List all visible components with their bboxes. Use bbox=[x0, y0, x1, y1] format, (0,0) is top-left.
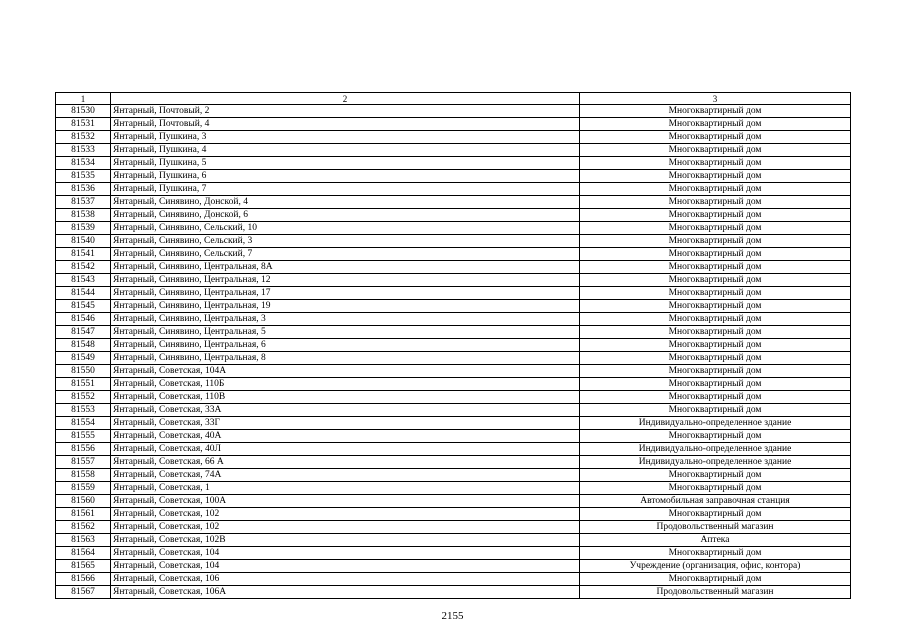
object-id-cell: 81542 bbox=[56, 261, 111, 274]
object-id-cell: 81566 bbox=[56, 573, 111, 586]
object-id-cell: 81540 bbox=[56, 235, 111, 248]
building-type-cell: Многоквартирный дом bbox=[580, 196, 851, 209]
table-row bbox=[56, 287, 851, 300]
address-cell: Янтарный, Синявино, Центральная, 5 bbox=[111, 326, 580, 339]
object-id-cell: 81552 bbox=[56, 391, 111, 404]
building-type-cell: Многоквартирный дом bbox=[580, 391, 851, 404]
object-id-cell: 81544 bbox=[56, 287, 111, 300]
object-id-cell: 81545 bbox=[56, 300, 111, 313]
address-cell: Янтарный, Советская, 104 bbox=[111, 560, 580, 573]
table-row bbox=[56, 118, 851, 131]
address-cell: Янтарный, Советская, 106 bbox=[111, 573, 580, 586]
table-row bbox=[56, 586, 851, 599]
building-type-cell: Многоквартирный дом bbox=[580, 430, 851, 443]
object-id-cell: 81541 bbox=[56, 248, 111, 261]
table-row bbox=[56, 261, 851, 274]
building-type-cell: Многоквартирный дом bbox=[580, 222, 851, 235]
building-type-cell: Многоквартирный дом bbox=[580, 248, 851, 261]
registry-table bbox=[55, 92, 851, 599]
table-row bbox=[56, 209, 851, 222]
building-type-cell: Многоквартирный дом bbox=[580, 209, 851, 222]
object-id-cell: 81550 bbox=[56, 365, 111, 378]
table-row bbox=[56, 131, 851, 144]
address-cell: Янтарный, Почтовый, 2 bbox=[111, 105, 580, 118]
table-row bbox=[56, 547, 851, 560]
object-id-cell: 81560 bbox=[56, 495, 111, 508]
table-row bbox=[56, 144, 851, 157]
table-row bbox=[56, 352, 851, 365]
building-type-cell: Многоквартирный дом bbox=[580, 508, 851, 521]
object-id-cell: 81563 bbox=[56, 534, 111, 547]
address-cell: Янтарный, Советская, 104 bbox=[111, 547, 580, 560]
object-id-cell: 81565 bbox=[56, 560, 111, 573]
address-cell: Янтарный, Советская, 33А bbox=[111, 404, 580, 417]
address-cell: Янтарный, Синявино, Центральная, 17 bbox=[111, 287, 580, 300]
object-id-cell: 81555 bbox=[56, 430, 111, 443]
table-row bbox=[56, 313, 851, 326]
building-type-cell: Многоквартирный дом bbox=[580, 274, 851, 287]
table-row bbox=[56, 365, 851, 378]
table-row bbox=[56, 300, 851, 313]
header-cell-2: 2 bbox=[111, 93, 580, 105]
header-row bbox=[56, 93, 851, 105]
object-id-cell: 81530 bbox=[56, 105, 111, 118]
building-type-cell: Многоквартирный дом bbox=[580, 482, 851, 495]
address-cell: Янтарный, Синявино, Центральная, 6 bbox=[111, 339, 580, 352]
building-type-cell: Многоквартирный дом bbox=[580, 235, 851, 248]
address-cell: Янтарный, Советская, 74А bbox=[111, 469, 580, 482]
address-cell: Янтарный, Пушкина, 6 bbox=[111, 170, 580, 183]
object-id-cell: 81556 bbox=[56, 443, 111, 456]
table-row bbox=[56, 469, 851, 482]
object-id-cell: 81546 bbox=[56, 313, 111, 326]
object-id-cell: 81559 bbox=[56, 482, 111, 495]
building-type-cell: Продовольственный магазин bbox=[580, 586, 851, 599]
table-row bbox=[56, 105, 851, 118]
address-cell: Янтарный, Синявино, Центральная, 8А bbox=[111, 261, 580, 274]
address-cell: Янтарный, Советская, 106А bbox=[111, 586, 580, 599]
building-type-cell: Многоквартирный дом bbox=[580, 300, 851, 313]
address-cell: Янтарный, Синявино, Центральная, 12 bbox=[111, 274, 580, 287]
building-type-cell: Многоквартирный дом bbox=[580, 313, 851, 326]
table-row bbox=[56, 170, 851, 183]
table-row bbox=[56, 326, 851, 339]
building-type-cell: Многоквартирный дом bbox=[580, 326, 851, 339]
table-row bbox=[56, 378, 851, 391]
object-id-cell: 81538 bbox=[56, 209, 111, 222]
table-row bbox=[56, 157, 851, 170]
address-cell: Янтарный, Советская, 102В bbox=[111, 534, 580, 547]
object-id-cell: 81534 bbox=[56, 157, 111, 170]
address-cell: Янтарный, Советская, 102 bbox=[111, 508, 580, 521]
address-cell: Янтарный, Пушкина, 5 bbox=[111, 157, 580, 170]
address-cell: Янтарный, Синявино, Сельский, 10 bbox=[111, 222, 580, 235]
table-row bbox=[56, 404, 851, 417]
table-row bbox=[56, 183, 851, 196]
table-header bbox=[56, 93, 851, 105]
table-row bbox=[56, 417, 851, 430]
object-id-cell: 81548 bbox=[56, 339, 111, 352]
building-type-cell: Многоквартирный дом bbox=[580, 157, 851, 170]
table-row bbox=[56, 235, 851, 248]
building-type-cell: Индивидуально-определенное здание bbox=[580, 443, 851, 456]
table-row bbox=[56, 248, 851, 261]
building-type-cell: Многоквартирный дом bbox=[580, 469, 851, 482]
building-type-cell: Многоквартирный дом bbox=[580, 170, 851, 183]
building-type-cell: Многоквартирный дом bbox=[580, 144, 851, 157]
page-number: 2155 bbox=[441, 610, 464, 622]
object-id-cell: 81539 bbox=[56, 222, 111, 235]
address-cell: Янтарный, Советская, 104А bbox=[111, 365, 580, 378]
address-cell: Янтарный, Советская, 66 А bbox=[111, 456, 580, 469]
table-row bbox=[56, 573, 851, 586]
address-cell: Янтарный, Синявино, Центральная, 8 bbox=[111, 352, 580, 365]
header-cell-3: 3 bbox=[580, 93, 851, 105]
building-type-cell: Индивидуально-определенное здание bbox=[580, 456, 851, 469]
address-cell: Янтарный, Советская, 100А bbox=[111, 495, 580, 508]
table-row bbox=[56, 391, 851, 404]
building-type-cell: Продовольственный магазин bbox=[580, 521, 851, 534]
table-row bbox=[56, 222, 851, 235]
building-type-cell: Многоквартирный дом bbox=[580, 573, 851, 586]
building-type-cell: Многоквартирный дом bbox=[580, 118, 851, 131]
object-id-cell: 81558 bbox=[56, 469, 111, 482]
object-id-cell: 81554 bbox=[56, 417, 111, 430]
table-row bbox=[56, 521, 851, 534]
building-type-cell: Многоквартирный дом bbox=[580, 261, 851, 274]
table-row bbox=[56, 508, 851, 521]
building-type-cell: Многоквартирный дом bbox=[580, 339, 851, 352]
object-id-cell: 81553 bbox=[56, 404, 111, 417]
building-type-cell: Многоквартирный дом bbox=[580, 183, 851, 196]
building-type-cell: Учреждение (организация, офис, контора) bbox=[580, 560, 851, 573]
building-type-cell: Индивидуально-определенное здание bbox=[580, 417, 851, 430]
object-id-cell: 81531 bbox=[56, 118, 111, 131]
building-type-cell: Многоквартирный дом bbox=[580, 378, 851, 391]
address-cell: Янтарный, Синявино, Донской, 4 bbox=[111, 196, 580, 209]
address-cell: Янтарный, Советская, 33Г bbox=[111, 417, 580, 430]
building-type-cell: Автомобильная заправочная станция bbox=[580, 495, 851, 508]
address-cell: Янтарный, Синявино, Сельский, 3 bbox=[111, 235, 580, 248]
address-cell: Янтарный, Советская, 40А bbox=[111, 430, 580, 443]
object-id-cell: 81549 bbox=[56, 352, 111, 365]
object-id-cell: 81562 bbox=[56, 521, 111, 534]
object-id-cell: 81567 bbox=[56, 586, 111, 599]
object-id-cell: 81557 bbox=[56, 456, 111, 469]
table-row bbox=[56, 482, 851, 495]
address-cell: Янтарный, Пушкина, 3 bbox=[111, 131, 580, 144]
address-cell: Янтарный, Советская, 40Л bbox=[111, 443, 580, 456]
table-row bbox=[56, 534, 851, 547]
address-cell: Янтарный, Синявино, Донской, 6 bbox=[111, 209, 580, 222]
address-cell: Янтарный, Синявино, Центральная, 19 bbox=[111, 300, 580, 313]
table-row bbox=[56, 443, 851, 456]
table-row bbox=[56, 274, 851, 287]
building-type-cell: Многоквартирный дом bbox=[580, 352, 851, 365]
building-type-cell: Многоквартирный дом bbox=[580, 547, 851, 560]
object-id-cell: 81535 bbox=[56, 170, 111, 183]
building-type-cell: Аптека bbox=[580, 534, 851, 547]
building-type-cell: Многоквартирный дом bbox=[580, 365, 851, 378]
table-row bbox=[56, 339, 851, 352]
address-cell: Янтарный, Почтовый, 4 bbox=[111, 118, 580, 131]
table-row bbox=[56, 560, 851, 573]
object-id-cell: 81533 bbox=[56, 144, 111, 157]
address-cell: Янтарный, Пушкина, 7 bbox=[111, 183, 580, 196]
object-id-cell: 81536 bbox=[56, 183, 111, 196]
header-cell-1: 1 bbox=[56, 93, 111, 105]
object-id-cell: 81543 bbox=[56, 274, 111, 287]
address-cell: Янтарный, Пушкина, 4 bbox=[111, 144, 580, 157]
building-type-cell: Многоквартирный дом bbox=[580, 287, 851, 300]
address-cell: Янтарный, Советская, 1 bbox=[111, 482, 580, 495]
table-row bbox=[56, 430, 851, 443]
object-id-cell: 81532 bbox=[56, 131, 111, 144]
building-type-cell: Многоквартирный дом bbox=[580, 105, 851, 118]
building-type-cell: Многоквартирный дом bbox=[580, 131, 851, 144]
address-cell: Янтарный, Советская, 110Б bbox=[111, 378, 580, 391]
table-body bbox=[56, 105, 851, 599]
building-type-cell: Многоквартирный дом bbox=[580, 404, 851, 417]
address-cell: Янтарный, Синявино, Сельский, 7 bbox=[111, 248, 580, 261]
address-cell: Янтарный, Советская, 102 bbox=[111, 521, 580, 534]
table-row bbox=[56, 196, 851, 209]
object-id-cell: 81547 bbox=[56, 326, 111, 339]
address-cell: Янтарный, Синявино, Центральная, 3 bbox=[111, 313, 580, 326]
object-id-cell: 81561 bbox=[56, 508, 111, 521]
table-row bbox=[56, 495, 851, 508]
address-cell: Янтарный, Советская, 110В bbox=[111, 391, 580, 404]
object-id-cell: 81551 bbox=[56, 378, 111, 391]
object-id-cell: 81537 bbox=[56, 196, 111, 209]
object-id-cell: 81564 bbox=[56, 547, 111, 560]
table-row bbox=[56, 456, 851, 469]
